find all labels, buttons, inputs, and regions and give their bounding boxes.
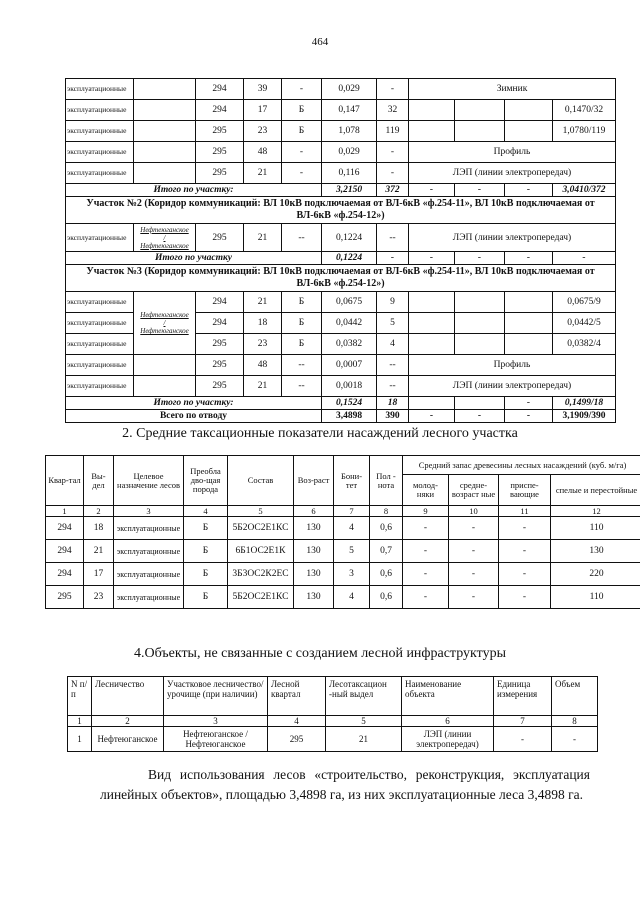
table-cell: 0,6	[370, 563, 403, 586]
table-cell: Участок №3 (Коридор коммуникаций: ВЛ 10кВ подключаемая от ВЛ-6кВ «ф.254-11», ВЛ 10кВ подключаемая от ВЛ-6кВ «ф.254-12»)	[66, 265, 616, 292]
table-cell: 1,0780/119	[553, 121, 616, 142]
table-cell: 5	[228, 506, 294, 517]
table-cell: ЛЭП (линии электропередач)	[409, 224, 616, 252]
table-cell: Средний запас древесины лесных насаждений (куб. м/га)	[403, 456, 640, 475]
table-cell: 0,0382/4	[553, 334, 616, 355]
grand-total-row	[66, 410, 616, 423]
table-cell: -	[409, 252, 455, 265]
table-cell	[505, 100, 553, 121]
table-cell: Лесничество	[92, 677, 164, 716]
table-cell: 6	[402, 716, 494, 727]
table-cell: -	[449, 540, 499, 563]
table-cell: Зимник	[409, 79, 616, 100]
table-cell: 295	[196, 163, 244, 184]
table-cell: Б	[282, 121, 322, 142]
table-row	[66, 121, 616, 142]
table-cell: Итого по участку:	[66, 397, 322, 410]
table-cell: -	[505, 410, 553, 423]
table-cell: 294	[196, 79, 244, 100]
table-cell: 295	[196, 334, 244, 355]
table-cell	[409, 397, 455, 410]
table-cell: Пол - нота	[370, 456, 403, 506]
table-cell: -	[409, 184, 455, 197]
table-cell: Итого по участку:	[66, 184, 322, 197]
table-cell: 0,1499/18	[553, 397, 616, 410]
table-cell	[455, 397, 505, 410]
table-cell: Бони-тет	[334, 456, 370, 506]
table-cell: Вы-дел	[84, 456, 114, 506]
table-cell: 21	[326, 727, 402, 752]
table-cell: эксплуатационные	[66, 313, 134, 334]
forestry-name: /	[163, 319, 166, 327]
table-cell: 294	[46, 540, 84, 563]
table-cell: Б	[184, 586, 228, 609]
table-cell: -	[455, 184, 505, 197]
table-cell: -	[282, 142, 322, 163]
table-row	[66, 292, 616, 313]
forestry-name: Нефтеюганское	[140, 311, 189, 319]
table-cell: 23	[84, 586, 114, 609]
table-cell: -	[377, 252, 409, 265]
table-cell: Нефтеюганское /Нефтеюганское	[164, 727, 268, 752]
table-cell: 110	[551, 517, 640, 540]
table-cell: 0,029	[322, 142, 377, 163]
objects-table	[67, 676, 598, 752]
summary-paragraph	[100, 765, 590, 805]
table-cell: 18	[84, 517, 114, 540]
table-cell: 0,6	[370, 517, 403, 540]
table-cell: 4	[268, 716, 326, 727]
table-cell: приспе-вающие	[499, 475, 551, 506]
table-cell	[455, 100, 505, 121]
table-cell: 21	[244, 292, 282, 313]
table-cell: 5Б2ОС2Е1КС	[228, 586, 294, 609]
table-cell	[409, 334, 455, 355]
table-cell: 21	[244, 376, 282, 397]
table-cell	[409, 100, 455, 121]
table-cell: Преобла дво-щая порода	[184, 456, 228, 506]
table-cell: 5	[334, 540, 370, 563]
table-cell: ЛЭП (линии электропередач)	[409, 376, 616, 397]
table-cell: эксплуатационные	[66, 163, 134, 184]
table-cell: 32	[377, 100, 409, 121]
table-cell: 295	[46, 586, 84, 609]
table-cell: 3	[334, 563, 370, 586]
table-row	[66, 224, 616, 252]
table-cell	[134, 376, 196, 397]
table-cell: 18	[377, 397, 409, 410]
table-cell: эксплуатационные	[114, 563, 184, 586]
table-cell: 0,0382	[322, 334, 377, 355]
table-cell: эксплуатационные	[66, 100, 134, 121]
table-cell: 0,0007	[322, 355, 377, 376]
table-cell: 0,116	[322, 163, 377, 184]
table-cell: 8	[552, 716, 598, 727]
section-title-taxation: 2. Средние таксационные показатели насаждений лесного участка	[122, 426, 518, 441]
table-cell: -	[499, 563, 551, 586]
table-cell	[134, 163, 196, 184]
table-cell: ЛЭП (линии электропередач)	[409, 163, 616, 184]
table-header-row	[46, 456, 640, 475]
table-cell	[455, 121, 505, 142]
table-cell: 220	[551, 563, 640, 586]
table-cell: эксплуатационные	[66, 376, 134, 397]
table-cell: 295	[196, 376, 244, 397]
table-cell: 17	[244, 100, 282, 121]
section-heading	[66, 265, 616, 292]
table-cell: -	[377, 79, 409, 100]
table-cell: 130	[294, 540, 334, 563]
table-cell: 0,1224	[322, 252, 377, 265]
table-cell: Всего по отводу	[66, 410, 322, 423]
table-cell: 0,0442	[322, 313, 377, 334]
table-cell: ЛЭП (линии электропередач)	[402, 727, 494, 752]
table-cell: 0,1470/32	[553, 100, 616, 121]
table-cell: 9	[377, 292, 409, 313]
table-cell	[134, 142, 196, 163]
table-cell	[505, 292, 553, 313]
table-cell: -	[505, 184, 553, 197]
table-row	[68, 727, 598, 752]
table-cell: эксплуатационные	[114, 517, 184, 540]
table-cell: 0,0018	[322, 376, 377, 397]
table-cell: 9	[403, 506, 449, 517]
table-cell: эксплуатационные	[66, 334, 134, 355]
table-cell	[505, 334, 553, 355]
table-row	[66, 79, 616, 100]
table-cell	[409, 313, 455, 334]
table-cell: Единица измерения	[494, 677, 552, 716]
plot-area-table	[65, 78, 616, 423]
table-cell: 3,0410/372	[553, 184, 616, 197]
table-cell	[455, 334, 505, 355]
table-cell: 3	[164, 716, 268, 727]
table-cell: 48	[244, 355, 282, 376]
table-cell: 0,147	[322, 100, 377, 121]
table-cell: 3,2150	[322, 184, 377, 197]
table-cell: 1	[68, 727, 92, 752]
table-cell: -	[282, 79, 322, 100]
table-cell: 6	[294, 506, 334, 517]
table-cell	[134, 79, 196, 100]
table-cell: Лесной квартал	[268, 677, 326, 716]
table-cell: 39	[244, 79, 282, 100]
table-cell: 295	[196, 121, 244, 142]
table-cell: 5	[326, 716, 402, 727]
table-cell	[409, 121, 455, 142]
table-cell: -	[455, 252, 505, 265]
table-cell: Б	[282, 292, 322, 313]
table-cell: -	[499, 540, 551, 563]
table-row	[46, 540, 640, 563]
table-cell: спелые и перестойные	[551, 475, 640, 506]
table-cell: --	[377, 224, 409, 252]
forestry-name: Нефтеюганское	[140, 327, 189, 335]
table-cell: N п/п	[68, 677, 92, 716]
table-cell: -	[449, 563, 499, 586]
table-cell: -	[499, 586, 551, 609]
table-cell: -	[403, 517, 449, 540]
table-cell: Участковое лесничество/урочище (при наличии)	[164, 677, 268, 716]
table-cell: 294	[46, 517, 84, 540]
table-cell: 21	[244, 224, 282, 252]
total-row	[66, 252, 616, 265]
table-cell: эксплуатационные	[66, 355, 134, 376]
column-number-row	[68, 716, 598, 727]
table-cell: Б	[282, 100, 322, 121]
table-cell: эксплуатационные	[66, 142, 134, 163]
table-cell: Наименование объекта	[402, 677, 494, 716]
table-cell: 294	[46, 563, 84, 586]
table-cell: Нефтеюганское	[92, 727, 164, 752]
table-cell: 390	[377, 410, 409, 423]
table-header-row	[68, 677, 598, 716]
table-cell: 295	[196, 142, 244, 163]
table-cell: 12	[551, 506, 640, 517]
table-cell	[134, 121, 196, 142]
table-cell: -	[553, 252, 616, 265]
table-cell: Участок №2 (Коридор коммуникаций: ВЛ 10кВ подключаемая от ВЛ-6кВ «ф.254-11», ВЛ 10кВ подключаемая от ВЛ-6кВ «ф.254-12»)	[66, 197, 616, 224]
table-cell: 3	[114, 506, 184, 517]
table-row	[46, 586, 640, 609]
table-cell: 0,7	[370, 540, 403, 563]
table-cell	[505, 121, 553, 142]
table-cell: Б	[282, 334, 322, 355]
table-cell: эксплуатационные	[66, 224, 134, 252]
table-cell: 294	[196, 100, 244, 121]
table-cell: Состав	[228, 456, 294, 506]
table-cell: 8	[370, 506, 403, 517]
table-cell: -	[494, 727, 552, 752]
forestry-name: Нефтеюганское	[140, 241, 189, 250]
table-cell: эксплуатационные	[114, 540, 184, 563]
table-cell: 18	[244, 313, 282, 334]
table-cell: -	[505, 252, 553, 265]
table-cell	[134, 292, 196, 355]
table-cell: 3,1909/390	[553, 410, 616, 423]
table-cell: -	[409, 410, 455, 423]
table-cell: эксплуатационные	[66, 121, 134, 142]
table-cell	[455, 313, 505, 334]
table-cell: эксплуатационные	[66, 79, 134, 100]
table-cell: 0,1224	[322, 224, 377, 252]
table-cell: -	[552, 727, 598, 752]
section-title-objects: 4.Объекты, не связанные с созданием лесной инфраструктуры	[133, 646, 506, 661]
table-cell: 10	[449, 506, 499, 517]
table-cell: 1,078	[322, 121, 377, 142]
forestry-name: /	[163, 233, 166, 242]
table-cell: 48	[244, 142, 282, 163]
table-cell: 0,029	[322, 79, 377, 100]
table-cell	[134, 100, 196, 121]
table-row	[66, 142, 616, 163]
table-cell: 0,1524	[322, 397, 377, 410]
table-cell	[455, 292, 505, 313]
table-cell: 2	[84, 506, 114, 517]
table-cell: -	[449, 517, 499, 540]
table-cell: --	[282, 355, 322, 376]
section-heading	[66, 197, 616, 224]
table-cell: Б	[184, 540, 228, 563]
table-cell: 0,6	[370, 586, 403, 609]
table-cell	[505, 313, 553, 334]
table-cell: 3Б3ОС2К2ЕС	[228, 563, 294, 586]
table-cell: Воз-раст	[294, 456, 334, 506]
table-row	[66, 376, 616, 397]
table-cell: -	[403, 540, 449, 563]
table-cell	[134, 224, 196, 252]
table-cell: 4	[334, 517, 370, 540]
table-cell: 2	[92, 716, 164, 727]
table-cell: -	[377, 163, 409, 184]
table-cell: молод-няки	[403, 475, 449, 506]
table-cell: 1	[46, 506, 84, 517]
table-cell: 3,4898	[322, 410, 377, 423]
table-cell: --	[377, 355, 409, 376]
table-cell: Целевое назначение лесов	[114, 456, 184, 506]
total-row	[66, 397, 616, 410]
table-cell: 295	[196, 355, 244, 376]
table-cell: 294	[196, 292, 244, 313]
table-cell: Объем	[552, 677, 598, 716]
table-cell	[409, 292, 455, 313]
table-cell	[134, 355, 196, 376]
table-row	[66, 100, 616, 121]
table-cell: эксплуатационные	[114, 586, 184, 609]
table-cell: 4	[184, 506, 228, 517]
table-cell: Б	[282, 313, 322, 334]
table-row	[46, 563, 640, 586]
table-cell: 295	[268, 727, 326, 752]
table-cell: 7	[494, 716, 552, 727]
table-cell: средне-возраст ные	[449, 475, 499, 506]
forestry-name: Нефтеюганское	[140, 225, 189, 234]
table-cell: 110	[551, 586, 640, 609]
table-cell: Б	[184, 517, 228, 540]
table-cell: 6Б1ОС2Е1К	[228, 540, 294, 563]
table-cell: 23	[244, 121, 282, 142]
table-cell: 119	[377, 121, 409, 142]
table-row	[46, 517, 640, 540]
table-cell: 11	[499, 506, 551, 517]
table-cell: 0,0675/9	[553, 292, 616, 313]
table-cell: -	[499, 517, 551, 540]
table-cell: Итого по участку	[66, 252, 322, 265]
table-cell: 130	[294, 586, 334, 609]
table-cell: 0,0442/5	[553, 313, 616, 334]
table-cell: Квар-тал	[46, 456, 84, 506]
table-cell: Профиль	[409, 355, 616, 376]
table-cell: 21	[244, 163, 282, 184]
table-cell: 7	[334, 506, 370, 517]
table-cell: 21	[84, 540, 114, 563]
table-cell: 4	[377, 334, 409, 355]
taxation-table	[45, 455, 640, 609]
table-cell: Б	[184, 563, 228, 586]
table-cell: -	[282, 163, 322, 184]
table-cell: эксплуатационные	[66, 292, 134, 313]
summary-text: Вид использования лесов «строительство, реконструкция, эксплуатация линейных объектов», площадью 3,4898 га, из них эксплуатационные леса 3,4898 га.	[100, 767, 590, 802]
table-row	[66, 355, 616, 376]
column-number-row	[46, 506, 640, 517]
table-cell: 130	[551, 540, 640, 563]
table-row	[66, 163, 616, 184]
table-cell: 130	[294, 517, 334, 540]
table-cell: Профиль	[409, 142, 616, 163]
table-cell: --	[377, 376, 409, 397]
table-cell: 372	[377, 184, 409, 197]
table-cell: 23	[244, 334, 282, 355]
table-cell: --	[282, 376, 322, 397]
table-cell: -	[449, 586, 499, 609]
table-cell: -	[505, 397, 553, 410]
table-cell: -	[403, 586, 449, 609]
table-cell: 4	[334, 586, 370, 609]
table-cell: 5	[377, 313, 409, 334]
table-cell: 5Б2ОС2Е1КС	[228, 517, 294, 540]
table-cell: 0,0675	[322, 292, 377, 313]
table-cell: Лесотаксацион -ный выдел	[326, 677, 402, 716]
table-cell: 1	[68, 716, 92, 727]
table-cell: --	[282, 224, 322, 252]
table-cell: 17	[84, 563, 114, 586]
table-cell: -	[455, 410, 505, 423]
total-row	[66, 184, 616, 197]
table-cell: 294	[196, 313, 244, 334]
table-cell: 130	[294, 563, 334, 586]
page-number: 464	[311, 36, 329, 48]
table-cell: -	[377, 142, 409, 163]
table-cell: -	[403, 563, 449, 586]
table-cell: 295	[196, 224, 244, 252]
